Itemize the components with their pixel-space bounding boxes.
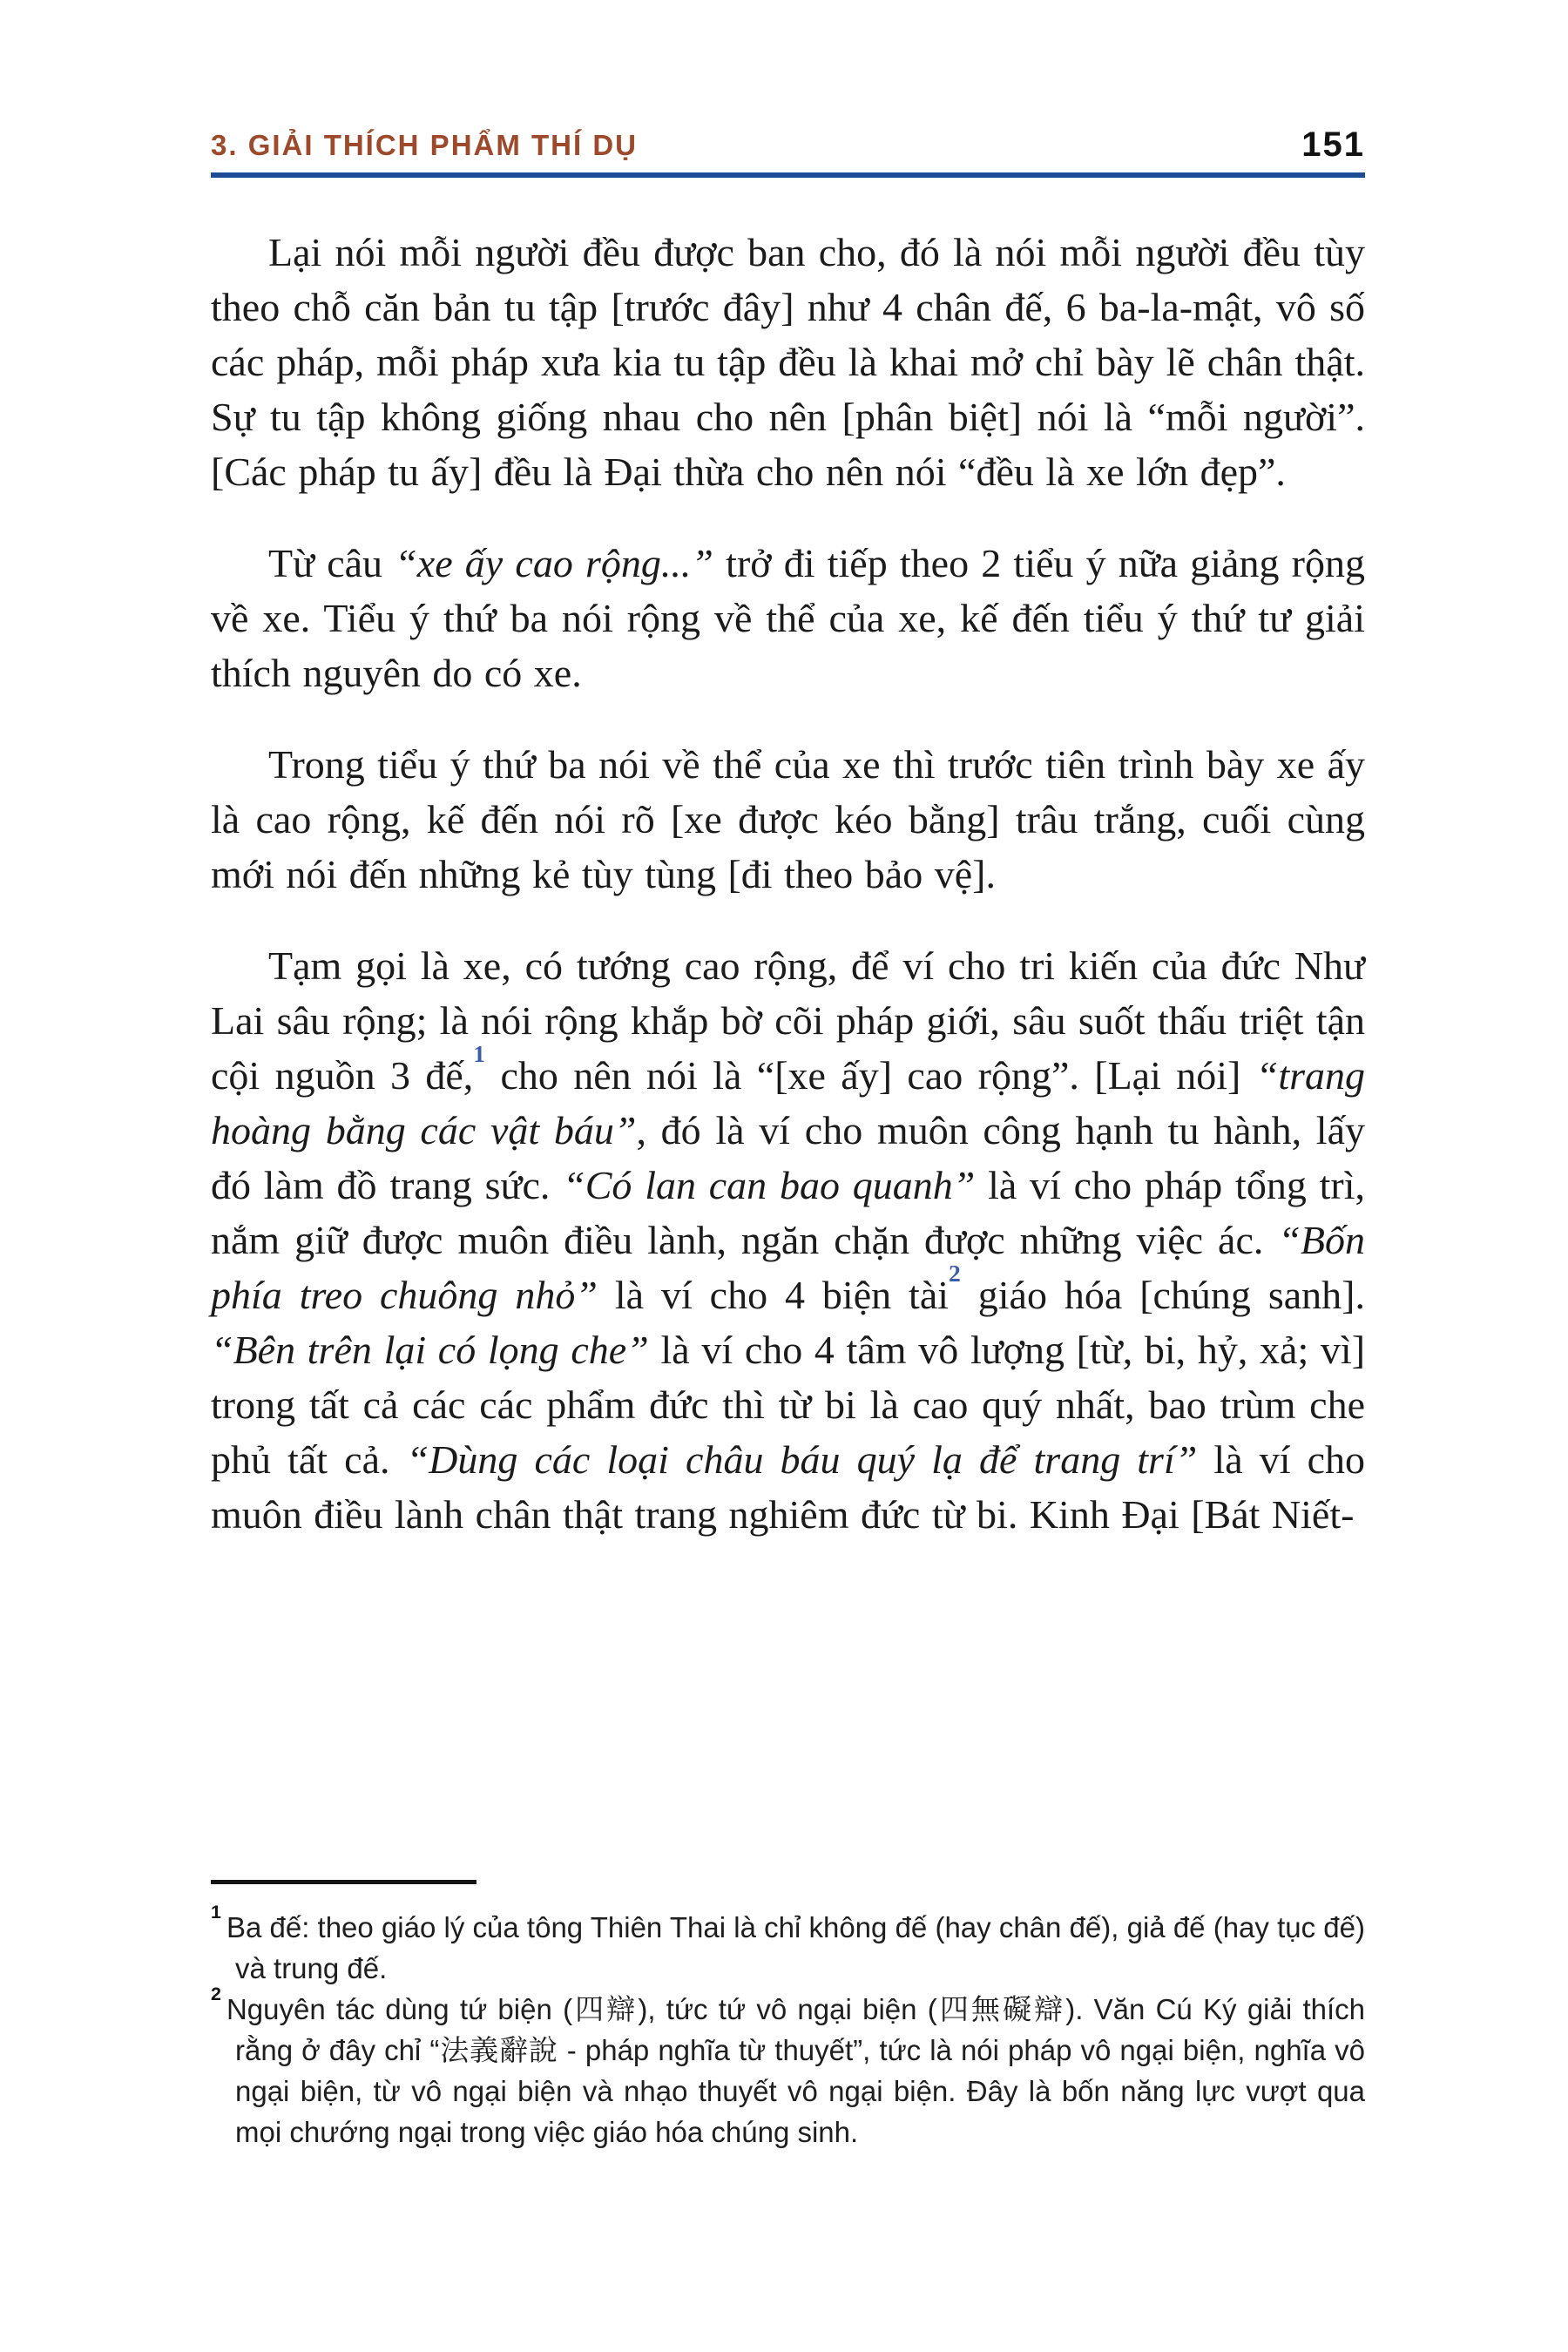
- text-run: là ví cho 4 biện tài: [597, 1273, 950, 1317]
- footnote-ref: 1: [473, 1039, 486, 1067]
- text-run: trở đi tiếp theo 2 tiểu ý nữa giảng rộng về xe. Tiểu ý thứ ba nói rộng về thể của xe, kế đến tiểu ý thứ tư giải thích nguyên do có xe.: [211, 541, 1365, 695]
- running-head: [211, 127, 1365, 162]
- paragraph: [211, 536, 1365, 700]
- text-run: Từ câu: [268, 541, 395, 585]
- footnote-marker: 2: [211, 1984, 221, 2005]
- footnote-separator: [211, 1880, 476, 1884]
- text-run: Lại nói mỗi người đều được ban cho, đó là nói mỗi người đều tùy theo chỗ căn bản tu tập [trước đây] như 4 chân đế, 6 ba-la-mật, vô số các pháp, mỗi pháp xưa kia tu tập đều là khai mở chỉ bày lẽ chân thật. Sự tu tập không giống nhau cho nên [phân biệt] nói là “mỗi người”. [Các pháp tu ấy] đều là Đại thừa cho nên nói “đều là xe lớn đẹp”.: [211, 230, 1365, 494]
- quoted-phrase: “Bốn phía treo chuông nhỏ”: [211, 1218, 1365, 1317]
- text-run: Tạm gọi là xe, có tướng cao rộng, để ví cho tri kiến của đức Như Lai sâu rộng; là nói rộng khắp bờ cõi pháp giới, sâu suốt thấu triệt tận cội nguồn 3 đế,: [211, 943, 1365, 1098]
- text-run: là ví cho pháp tổng trì, nắm giữ được muôn điều lành, ngăn chặn được những việc ác.: [211, 1163, 1365, 1262]
- paragraph: [211, 225, 1365, 499]
- text-run: Ba đế: theo giáo lý của tông Thiên Thai là chỉ không đế (hay chân đế), giả đế (hay tục đế) và trung đế.: [226, 1911, 1365, 1984]
- quoted-phrase: “Bên trên lại có lọng che”: [211, 1328, 649, 1372]
- text-run: giáo hóa [chúng sanh].: [960, 1273, 1365, 1317]
- text-run: Trong tiểu ý thứ ba nói về thể của xe thì trước tiên trình bày xe ấy là cao rộng, kế đến nói rõ [xe được kéo bằng] trâu trắng, cuối cùng mới nói đến những kẻ tùy tùng [đi theo bảo vệ].: [211, 742, 1365, 896]
- text-run: Nguyên tác dùng tứ biện (四辯), tức tứ vô ngại biện (四無礙辯). Văn Cú Ký giải thích rằng ở đây chỉ “法義辭說 - pháp nghĩa từ thuyết”, tức là nói pháp vô ngại biện, nghĩa vô ngại biện, từ vô ngại biện và nhạo thuyết vô ngại biện. Đây là bốn năng lực vượt qua mọi chướng ngại trong việc giáo hóa chúng sinh.: [226, 1993, 1365, 2148]
- footnote-marker: 1: [211, 1902, 221, 1923]
- footnote: [211, 1984, 1365, 2153]
- body-paragraphs: [211, 225, 1365, 1578]
- quoted-phrase: “trang hoàng bằng các vật báu”: [211, 1053, 1365, 1152]
- text-run: , đó là ví cho muôn công hạnh tu hành, lấy đó làm đồ trang sức.: [211, 1108, 1365, 1207]
- footnotes-list: [211, 1902, 1365, 2153]
- quoted-phrase: “Dùng các loại châu báu quý lạ để trang trí”: [406, 1437, 1198, 1482]
- paragraph: [211, 737, 1365, 902]
- footnotes-section: [211, 1880, 1365, 2153]
- text-run: là ví cho muôn điều lành chân thật trang nghiêm đức từ bi. Kinh Đại [Bát Niết-: [211, 1437, 1365, 1537]
- page-number: 151: [1301, 125, 1365, 164]
- header-rule: [211, 172, 1365, 178]
- text-run: là ví cho 4 tâm vô lượng [từ, bi, hỷ, xả; vì] trong tất cả các các phẩm đức thì từ bi là cao quý nhất, bao trùm che phủ tất cả.: [211, 1328, 1366, 1482]
- chapter-title: 3. GIẢI THÍCH PHẨM THÍ DỤ: [211, 129, 639, 161]
- footnote: [211, 1902, 1365, 1989]
- quoted-phrase: “xe ấy cao rộng...”: [395, 541, 713, 585]
- footnote-ref: 2: [949, 1259, 961, 1287]
- quoted-phrase: “Có lan can bao quanh”: [563, 1163, 976, 1207]
- paragraph: [211, 938, 1365, 1542]
- text-run: cho nên nói là “[xe ấy] cao rộng”. [Lại nói]: [485, 1053, 1256, 1098]
